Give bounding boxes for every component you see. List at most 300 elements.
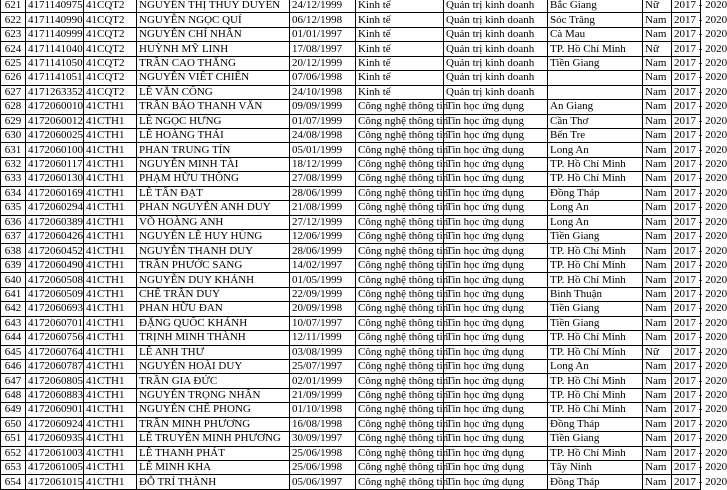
faculty-cell: Công nghệ thông tin xyxy=(356,461,444,475)
course-years-cell: 2017 - 2020 xyxy=(672,374,701,388)
course-years-cell: 2017 - 2020 xyxy=(672,143,701,157)
row-number-cell: 625 xyxy=(1,56,26,70)
course-years-cell: 2017 - 2020 xyxy=(672,417,701,431)
row-number-cell: 641 xyxy=(1,287,26,301)
class-code-cell: 41CTH1 xyxy=(84,302,137,316)
major-cell: Tin học ứng dụng xyxy=(444,157,548,171)
birth-date-cell: 24/08/1998 xyxy=(290,128,356,142)
student-id-cell: 4172060130 xyxy=(26,172,84,186)
faculty-cell: Công nghệ thông tin xyxy=(356,128,444,142)
row-number-cell: 646 xyxy=(1,359,26,373)
birthplace-cell: Cần Thơ xyxy=(548,114,643,128)
birth-date-cell: 14/02/1997 xyxy=(290,258,356,272)
class-code-cell: 41CTH1 xyxy=(84,128,137,142)
student-id-cell: 4171140975 xyxy=(26,0,84,13)
student-id-cell: 4172060805 xyxy=(26,374,84,388)
gender-cell: Nữ xyxy=(643,0,672,13)
birth-date-cell: 25/07/1997 xyxy=(290,359,356,373)
course-years-cell: 2017 - 2020 xyxy=(672,0,701,13)
major-cell: Tin học ứng dụng xyxy=(444,273,548,287)
course-years-cell: 2017 - 2020 xyxy=(672,446,701,460)
gender-cell: Nam xyxy=(643,215,672,229)
faculty-cell: Công nghệ thông tin xyxy=(356,201,444,215)
class-code-cell: 41CQT2 xyxy=(84,0,137,13)
birth-date-cell: 24/10/1998 xyxy=(290,85,356,99)
gender-cell: Nam xyxy=(643,230,672,244)
course-years-cell: 2017 - 2020 xyxy=(672,359,701,373)
gender-cell: Nam xyxy=(643,432,672,446)
table-row xyxy=(1,432,701,446)
class-code-cell: 41CTH1 xyxy=(84,345,137,359)
student-name-cell: ĐẶNG QUỐC KHÁNH xyxy=(137,316,290,330)
major-cell: Quản trị kinh doanh xyxy=(444,27,548,41)
row-number-cell: 634 xyxy=(1,186,26,200)
course-years-cell: 2017 - 2020 xyxy=(672,13,701,27)
row-number-cell: 639 xyxy=(1,258,26,272)
class-code-cell: 41CTH1 xyxy=(84,446,137,460)
course-years-cell: 2017 - 2020 xyxy=(672,100,701,114)
table-row xyxy=(1,13,701,27)
class-code-cell: 41CQT2 xyxy=(84,13,137,27)
student-name-cell: NGUYỄN THỊ THÚY DUYÊN xyxy=(137,0,290,13)
row-number-cell: 637 xyxy=(1,230,26,244)
birth-date-cell: 18/12/1999 xyxy=(290,157,356,171)
student-name-cell: NGUYỄN CHẾ PHONG xyxy=(137,403,290,417)
class-code-cell: 41CTH1 xyxy=(84,403,137,417)
major-cell: Tin học ứng dụng xyxy=(444,331,548,345)
major-cell: Tin học ứng dụng xyxy=(444,258,548,272)
student-id-cell: 4172060508 xyxy=(26,273,84,287)
class-code-cell: 41CTH1 xyxy=(84,432,137,446)
faculty-cell: Công nghệ thông tin xyxy=(356,388,444,402)
course-years-cell: 2017 - 2020 xyxy=(672,316,701,330)
course-years-cell: 2017 - 2020 xyxy=(672,388,701,402)
major-cell: Quản trị kinh doanh xyxy=(444,85,548,99)
birthplace-cell: Đồng Tháp xyxy=(548,417,643,431)
row-number-cell: 649 xyxy=(1,403,26,417)
class-code-cell: 41CTH1 xyxy=(84,143,137,157)
student-id-cell: 4172060924 xyxy=(26,417,84,431)
faculty-cell: Công nghệ thông tin xyxy=(356,417,444,431)
student-id-cell: 4172060490 xyxy=(26,258,84,272)
student-id-cell: 4172060025 xyxy=(26,128,84,142)
table-row xyxy=(1,42,701,56)
row-number-cell: 647 xyxy=(1,374,26,388)
student-id-cell: 4172060452 xyxy=(26,244,84,258)
course-years-cell: 2017 - 2020 xyxy=(672,475,701,489)
major-cell: Tin học ứng dụng xyxy=(444,374,548,388)
student-name-cell: PHAN NGUYỄN ANH DUY xyxy=(137,201,290,215)
birth-date-cell: 24/12/1999 xyxy=(290,0,356,13)
table-row xyxy=(1,27,701,41)
student-name-cell: NGUYỄN NGỌC QUÍ xyxy=(137,13,290,27)
student-name-cell: NGUYỄN TRỌNG NHÂN xyxy=(137,388,290,402)
faculty-cell: Kinh tế xyxy=(356,27,444,41)
course-years-cell: 2017 - 2020 xyxy=(672,114,701,128)
student-id-cell: 4172060764 xyxy=(26,345,84,359)
faculty-cell: Công nghệ thông tin xyxy=(356,186,444,200)
faculty-cell: Công nghệ thông tin xyxy=(356,403,444,417)
gender-cell: Nam xyxy=(643,172,672,186)
class-code-cell: 41CTH1 xyxy=(84,258,137,272)
table-row xyxy=(1,273,701,287)
birthplace-cell: Tiền Giang xyxy=(548,302,643,316)
birthplace-cell: TP. Hồ Chí Minh xyxy=(548,157,643,171)
birthplace-cell: Tiền Giang xyxy=(548,230,643,244)
student-name-cell: LÊ TẤN ĐẠT xyxy=(137,186,290,200)
student-name-cell: LÊ ANH THƯ xyxy=(137,345,290,359)
table-row xyxy=(1,230,701,244)
student-name-cell: TRẦN GIA ĐỨC xyxy=(137,374,290,388)
course-years-cell: 2017 - 2020 xyxy=(672,345,701,359)
student-name-cell: NGUYỄN CHÍ NHÂN xyxy=(137,27,290,41)
major-cell: Tin học ứng dụng xyxy=(444,403,548,417)
table-row xyxy=(1,388,701,402)
student-name-cell: LÊ VĂN CÔNG xyxy=(137,85,290,99)
major-cell: Tin học ứng dụng xyxy=(444,244,548,258)
student-id-cell: 4171140990 xyxy=(26,13,84,27)
birth-date-cell: 10/07/1997 xyxy=(290,316,356,330)
faculty-cell: Kinh tế xyxy=(356,71,444,85)
faculty-cell: Công nghệ thông tin xyxy=(356,215,444,229)
class-code-cell: 41CQT2 xyxy=(84,27,137,41)
major-cell: Quản trị kinh doanh xyxy=(444,13,548,27)
faculty-cell: Kinh tế xyxy=(356,42,444,56)
birthplace-cell: TP. Hồ Chí Minh xyxy=(548,172,643,186)
table-row xyxy=(1,345,701,359)
birth-date-cell: 07/06/1998 xyxy=(290,71,356,85)
table-row xyxy=(1,359,701,373)
table-row xyxy=(1,374,701,388)
student-id-cell: 4172060100 xyxy=(26,143,84,157)
birthplace-cell: Tiền Giang xyxy=(548,56,643,70)
birth-date-cell: 05/01/1999 xyxy=(290,143,356,157)
class-code-cell: 41CTH1 xyxy=(84,388,137,402)
birth-date-cell: 28/06/1999 xyxy=(290,244,356,258)
student-name-cell: LÊ TRUYỀN MINH PHƯƠNG xyxy=(137,432,290,446)
table-row xyxy=(1,403,701,417)
faculty-cell: Công nghệ thông tin xyxy=(356,230,444,244)
birthplace-cell: Bình Thuận xyxy=(548,287,643,301)
student-name-cell: LÊ THANH PHÁT xyxy=(137,446,290,460)
gender-cell: Nam xyxy=(643,475,672,489)
row-number-cell: 635 xyxy=(1,201,26,215)
course-years-cell: 2017 - 2020 xyxy=(672,230,701,244)
student-name-cell: NGUYỄN VIẾT CHIẾN xyxy=(137,71,290,85)
table-row xyxy=(1,258,701,272)
faculty-cell: Kinh tế xyxy=(356,85,444,99)
table-row xyxy=(1,446,701,460)
gender-cell: Nam xyxy=(643,143,672,157)
major-cell: Tin học ứng dụng xyxy=(444,172,548,186)
table-row xyxy=(1,56,701,70)
class-code-cell: 41CQT2 xyxy=(84,56,137,70)
gender-cell: Nam xyxy=(643,27,672,41)
row-number-cell: 652 xyxy=(1,446,26,460)
course-years-cell: 2017 - 2020 xyxy=(672,302,701,316)
row-number-cell: 633 xyxy=(1,172,26,186)
course-years-cell: 2017 - 2020 xyxy=(672,244,701,258)
student-name-cell: ĐỖ TRÍ THÀNH xyxy=(137,475,290,489)
birthplace-cell: Đồng Tháp xyxy=(548,475,643,489)
course-years-cell: 2017 - 2020 xyxy=(672,215,701,229)
gender-cell: Nam xyxy=(643,331,672,345)
gender-cell: Nam xyxy=(643,273,672,287)
birthplace-cell: An Giang xyxy=(548,100,643,114)
student-name-cell: CHẾ TRẦN DUY xyxy=(137,287,290,301)
gender-cell: Nam xyxy=(643,446,672,460)
student-id-cell: 4171263352 xyxy=(26,85,84,99)
birthplace-cell xyxy=(548,85,643,99)
row-number-cell: 653 xyxy=(1,461,26,475)
gender-cell: Nam xyxy=(643,244,672,258)
birthplace-cell: Long An xyxy=(548,143,643,157)
student-id-cell: 4172061003 xyxy=(26,446,84,460)
course-years-cell: 2017 - 2020 xyxy=(672,172,701,186)
student-id-cell: 4171141040 xyxy=(26,42,84,56)
student-id-cell: 4172060883 xyxy=(26,388,84,402)
birth-date-cell: 22/09/1999 xyxy=(290,287,356,301)
student-name-cell: PHẠM HỮU THÔNG xyxy=(137,172,290,186)
major-cell: Quản trị kinh doanh xyxy=(444,42,548,56)
table-row xyxy=(1,128,701,142)
gender-cell: Nam xyxy=(643,316,672,330)
major-cell: Tin học ứng dụng xyxy=(444,114,548,128)
student-name-cell: TRỊNH MINH THÀNH xyxy=(137,331,290,345)
birth-date-cell: 03/08/1999 xyxy=(290,345,356,359)
table-row xyxy=(1,0,701,13)
birthplace-cell: TP. Hồ Chí Minh xyxy=(548,331,643,345)
gender-cell: Nam xyxy=(643,359,672,373)
course-years-cell: 2017 - 2020 xyxy=(672,403,701,417)
birth-date-cell: 25/06/1998 xyxy=(290,461,356,475)
row-number-cell: 645 xyxy=(1,345,26,359)
birthplace-cell: Long An xyxy=(548,359,643,373)
gender-cell: Nam xyxy=(643,114,672,128)
birthplace-cell: Tây Ninh xyxy=(548,461,643,475)
student-name-cell: TRẦN MINH PHƯƠNG xyxy=(137,417,290,431)
gender-cell: Nam xyxy=(643,201,672,215)
birth-date-cell: 25/06/1998 xyxy=(290,446,356,460)
faculty-cell: Công nghệ thông tin xyxy=(356,100,444,114)
birth-date-cell: 20/09/1998 xyxy=(290,302,356,316)
class-code-cell: 41CTH1 xyxy=(84,244,137,258)
birth-date-cell: 01/07/1999 xyxy=(290,114,356,128)
birth-date-cell: 21/08/1999 xyxy=(290,201,356,215)
student-id-cell: 4172060294 xyxy=(26,201,84,215)
gender-cell: Nữ xyxy=(643,345,672,359)
gender-cell: Nam xyxy=(643,186,672,200)
birthplace-cell: TP. Hồ Chí Minh xyxy=(548,273,643,287)
class-code-cell: 41CTH1 xyxy=(84,172,137,186)
birthplace-cell: Long An xyxy=(548,215,643,229)
class-code-cell: 41CTH1 xyxy=(84,287,137,301)
gender-cell: Nam xyxy=(643,56,672,70)
class-code-cell: 41CQT2 xyxy=(84,42,137,56)
gender-cell: Nam xyxy=(643,157,672,171)
birthplace-cell xyxy=(548,71,643,85)
gender-cell: Nam xyxy=(643,85,672,99)
student-id-cell: 4172060901 xyxy=(26,403,84,417)
birthplace-cell: Tiền Giang xyxy=(548,316,643,330)
student-name-cell: PHAN TRUNG TÍN xyxy=(137,143,290,157)
faculty-cell: Công nghệ thông tin xyxy=(356,475,444,489)
student-name-cell: LÊ NGỌC HƯNG xyxy=(137,114,290,128)
faculty-cell: Công nghệ thông tin xyxy=(356,273,444,287)
major-cell: Tin học ứng dụng xyxy=(444,446,548,460)
course-years-cell: 2017 - 2020 xyxy=(672,273,701,287)
gender-cell: Nam xyxy=(643,13,672,27)
student-id-cell: 4172060787 xyxy=(26,359,84,373)
student-id-cell: 4171141051 xyxy=(26,71,84,85)
student-id-cell: 4171141050 xyxy=(26,56,84,70)
course-years-cell: 2017 - 2020 xyxy=(672,461,701,475)
birth-date-cell: 16/08/1998 xyxy=(290,417,356,431)
birthplace-cell: Sóc Trăng xyxy=(548,13,643,27)
birth-date-cell: 09/09/1999 xyxy=(290,100,356,114)
birth-date-cell: 28/06/1999 xyxy=(290,186,356,200)
student-name-cell: PHAN HỮU ĐAN xyxy=(137,302,290,316)
birth-date-cell: 17/08/1997 xyxy=(290,42,356,56)
table-row xyxy=(1,475,701,489)
student-name-cell: LÊ HOÀNG THÁI xyxy=(137,128,290,142)
student-name-cell: TRẦN PHƯỚC SANG xyxy=(137,258,290,272)
course-years-cell: 2017 - 2020 xyxy=(672,331,701,345)
class-code-cell: 41CTH1 xyxy=(84,230,137,244)
table-row xyxy=(1,186,701,200)
faculty-cell: Công nghệ thông tin xyxy=(356,287,444,301)
class-code-cell: 41CTH1 xyxy=(84,157,137,171)
class-code-cell: 41CTH1 xyxy=(84,100,137,114)
faculty-cell: Công nghệ thông tin xyxy=(356,446,444,460)
row-number-cell: 623 xyxy=(1,27,26,41)
class-code-cell: 41CQT2 xyxy=(84,71,137,85)
student-name-cell: LÊ MINH KHA xyxy=(137,461,290,475)
class-code-cell: 41CTH1 xyxy=(84,215,137,229)
student-name-cell: TRẦN BẢO THANH VĂN xyxy=(137,100,290,114)
birthplace-cell: TP. Hồ Chí Minh xyxy=(548,374,643,388)
row-number-cell: 629 xyxy=(1,114,26,128)
major-cell: Tin học ứng dụng xyxy=(444,100,548,114)
gender-cell: Nam xyxy=(643,388,672,402)
birthplace-cell: Đồng Tháp xyxy=(548,186,643,200)
major-cell: Tin học ứng dụng xyxy=(444,475,548,489)
course-years-cell: 2017 - 2020 xyxy=(672,71,701,85)
birthplace-cell: TP. Hồ Chí Minh xyxy=(548,258,643,272)
row-number-cell: 630 xyxy=(1,128,26,142)
faculty-cell: Công nghệ thông tin xyxy=(356,244,444,258)
class-code-cell: 41CTH1 xyxy=(84,359,137,373)
class-code-cell: 41CTH1 xyxy=(84,461,137,475)
table-row xyxy=(1,157,701,171)
student-id-cell: 4172060693 xyxy=(26,302,84,316)
course-years-cell: 2017 - 2020 xyxy=(672,287,701,301)
student-name-cell: NGUYỄN THANH DUY xyxy=(137,244,290,258)
faculty-cell: Công nghệ thông tin xyxy=(356,114,444,128)
student-id-cell: 4172060117 xyxy=(26,157,84,171)
major-cell: Quản trị kinh doanh xyxy=(444,0,548,13)
course-years-cell: 2017 - 2020 xyxy=(672,258,701,272)
birth-date-cell: 30/09/1997 xyxy=(290,432,356,446)
table-row xyxy=(1,85,701,99)
birthplace-cell: Long An xyxy=(548,201,643,215)
table-row xyxy=(1,287,701,301)
birth-date-cell: 21/09/1999 xyxy=(290,388,356,402)
birthplace-cell: Bắc Giang xyxy=(548,0,643,13)
class-code-cell: 41CTH1 xyxy=(84,186,137,200)
major-cell: Tin học ứng dụng xyxy=(444,417,548,431)
faculty-cell: Công nghệ thông tin xyxy=(356,359,444,373)
row-number-cell: 640 xyxy=(1,273,26,287)
class-code-cell: 41CTH1 xyxy=(84,273,137,287)
faculty-cell: Công nghệ thông tin xyxy=(356,345,444,359)
birth-date-cell: 02/01/1999 xyxy=(290,374,356,388)
faculty-cell: Kinh tế xyxy=(356,13,444,27)
gender-cell: Nam xyxy=(643,100,672,114)
birth-date-cell: 01/10/1998 xyxy=(290,403,356,417)
table-row xyxy=(1,244,701,258)
major-cell: Tin học ứng dụng xyxy=(444,143,548,157)
class-code-cell: 41CTH1 xyxy=(84,331,137,345)
major-cell: Quản trị kinh doanh xyxy=(444,56,548,70)
major-cell: Tin học ứng dụng xyxy=(444,359,548,373)
student-id-cell: 4172061005 xyxy=(26,461,84,475)
course-years-cell: 2017 - 2020 xyxy=(672,201,701,215)
table-row xyxy=(1,100,701,114)
gender-cell: Nam xyxy=(643,417,672,431)
course-years-cell: 2017 - 2020 xyxy=(672,56,701,70)
table-row xyxy=(1,215,701,229)
course-years-cell: 2017 - 2020 xyxy=(672,432,701,446)
faculty-cell: Công nghệ thông tin xyxy=(356,172,444,186)
major-cell: Tin học ứng dụng xyxy=(444,388,548,402)
birth-date-cell: 27/12/1999 xyxy=(290,215,356,229)
birthplace-cell: TP. Hồ Chí Minh xyxy=(548,446,643,460)
birthplace-cell: Bến Tre xyxy=(548,128,643,142)
birthplace-cell: TP. Hồ Chí Minh xyxy=(548,345,643,359)
faculty-cell: Kinh tế xyxy=(356,56,444,70)
major-cell: Tin học ứng dụng xyxy=(444,345,548,359)
row-number-cell: 644 xyxy=(1,331,26,345)
class-code-cell: 41CTH1 xyxy=(84,475,137,489)
table-body xyxy=(1,0,727,489)
gender-cell: Nam xyxy=(643,128,672,142)
course-years-cell: 2017 - 2020 xyxy=(672,42,701,56)
row-number-cell: 654 xyxy=(1,475,26,489)
student-id-cell: 4172060426 xyxy=(26,230,84,244)
course-years-cell: 2017 - 2020 xyxy=(672,85,701,99)
course-years-cell: 2017 - 2020 xyxy=(672,128,701,142)
faculty-cell: Công nghệ thông tin xyxy=(356,374,444,388)
row-number-cell: 622 xyxy=(1,13,26,27)
row-number-cell: 628 xyxy=(1,100,26,114)
birth-date-cell: 06/12/1998 xyxy=(290,13,356,27)
student-id-cell: 4172060169 xyxy=(26,186,84,200)
row-number-cell: 650 xyxy=(1,417,26,431)
student-id-cell: 4172060012 xyxy=(26,114,84,128)
course-years-cell: 2017 - 2020 xyxy=(672,157,701,171)
faculty-cell: Công nghệ thông tin xyxy=(356,258,444,272)
major-cell: Tin học ứng dụng xyxy=(444,186,548,200)
faculty-cell: Công nghệ thông tin xyxy=(356,302,444,316)
birth-date-cell: 12/11/1999 xyxy=(290,331,356,345)
class-code-cell: 41CTH1 xyxy=(84,114,137,128)
table-row xyxy=(1,201,701,215)
row-number-cell: 636 xyxy=(1,215,26,229)
major-cell: Tin học ứng dụng xyxy=(444,128,548,142)
student-name-cell: VÕ HOÀNG ANH xyxy=(137,215,290,229)
row-number-cell: 631 xyxy=(1,143,26,157)
